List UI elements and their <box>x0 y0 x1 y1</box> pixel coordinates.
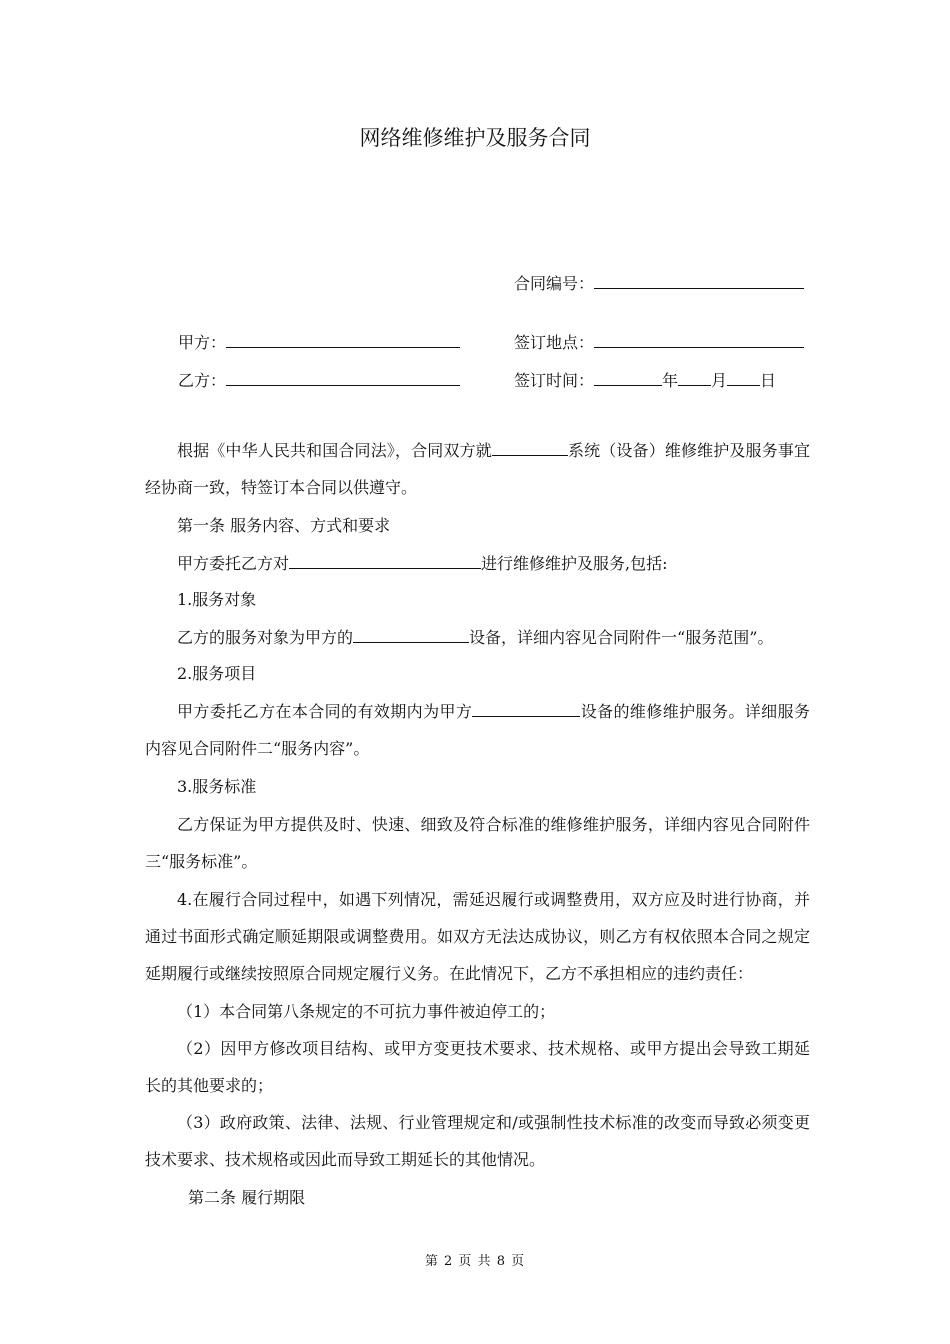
contract-number-blank[interactable] <box>594 270 804 289</box>
commission-text-end: 进行维修维护及服务,包括: <box>481 554 668 573</box>
party-b-blank[interactable] <box>226 367 460 386</box>
sign-time-field <box>514 367 776 391</box>
item-2-blank[interactable] <box>472 698 580 717</box>
sign-year-blank[interactable] <box>594 367 662 386</box>
article-2-heading: 第二条 履行期限 <box>188 1188 306 1207</box>
item-1-blank[interactable] <box>353 624 469 643</box>
party-b-field <box>178 367 460 391</box>
page-number: 第 2 页 共 8 页 <box>424 1254 526 1269</box>
commission-line <box>177 550 668 574</box>
item-2-text-end: 设备的维修维护服务。详细服务内容见合同附件二“服务内容”。 <box>145 702 810 758</box>
item-2-heading: 2.服务项目 <box>177 664 257 683</box>
intro-paragraph <box>145 432 810 506</box>
commission-text-start: 甲方委托乙方对 <box>177 554 290 573</box>
document-title: 网络维修维护及服务合同 <box>359 126 591 150</box>
party-b-label: 乙方： <box>178 371 227 390</box>
item-1-text-end: 设备，详细内容见合同附件一“服务范围”。 <box>469 628 774 647</box>
intro-text-start: 根据《中华人民共和国合同法》，合同双方就 <box>177 441 492 460</box>
item-2-paragraph <box>145 693 810 767</box>
case-3-paragraph: （3）政府政策、法律、法规、行业管理规定和/或强制性技术标准的改变而导致必须变更技术要求、技术规格或因此而导致工期延长的其他情况。 <box>145 1113 810 1169</box>
item-1-text <box>177 624 773 648</box>
sign-time-label: 签订时间： <box>514 371 595 390</box>
intro-text-end: 系统（设备）维修维护及服务事宜经协商一致，特签订本合同以供遵守。 <box>145 441 810 497</box>
case-2-paragraph: （2）因甲方修改项目结构、或甲方变更技术要求、技术规格、或甲方提出会导致工期延长的其他要求的； <box>145 1039 810 1095</box>
sign-month-blank[interactable] <box>678 367 711 386</box>
intro-system-blank[interactable] <box>492 437 568 456</box>
article-1-heading: 第一条 服务内容、方式和要求 <box>177 516 391 535</box>
sign-place-field <box>514 329 804 353</box>
case-1-paragraph: （1）本合同第八条规定的不可抗力事件被迫停工的； <box>177 1002 556 1021</box>
commission-blank[interactable] <box>289 550 481 569</box>
item-3-paragraph: 乙方保证为甲方提供及时、快速、细致及符合标准的维修维护服务，详细内容见合同附件三“服务标准”。 <box>145 815 810 871</box>
sign-place-label: 签订地点： <box>514 333 595 352</box>
sign-day-blank[interactable] <box>727 367 760 386</box>
item-1-text-start: 乙方的服务对象为甲方的 <box>177 628 354 647</box>
party-a-label: 甲方： <box>178 333 227 352</box>
contract-number-label: 合同编号： <box>514 274 595 293</box>
item-4-paragraph: 4.在履行合同过程中，如遇下列情况，需延迟履行或调整费用，双方应及时进行协商，并通过书面形式确定顺延期限或调整费用。如双方无法达成协议，则乙方有权依照本合同之规定延期履行或继续按照原合同规定履行义务。在此情况下，乙方不承担相应的违约责任： <box>145 890 810 983</box>
party-a-blank[interactable] <box>226 329 460 348</box>
item-3-heading: 3.服务标准 <box>177 777 257 796</box>
item-1-heading: 1.服务对象 <box>177 590 257 609</box>
month-label: 月 <box>711 371 728 390</box>
contract-number-field <box>514 270 804 294</box>
year-label: 年 <box>662 371 679 390</box>
day-label: 日 <box>760 371 777 390</box>
sign-place-blank[interactable] <box>594 329 804 348</box>
party-a-field <box>178 329 460 353</box>
item-2-text-start: 甲方委托乙方在本合同的有效期内为甲方 <box>177 702 473 721</box>
